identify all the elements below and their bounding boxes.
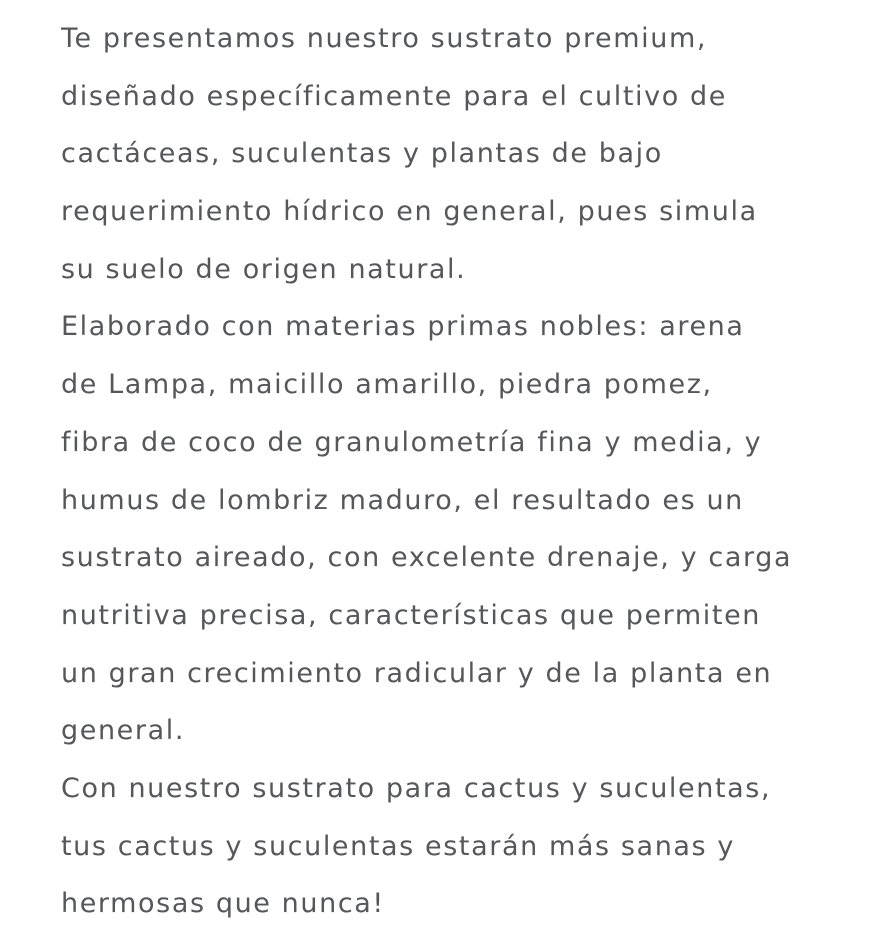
text-line: sustrato aireado, con excelente drenaje, y carga: [61, 542, 793, 574]
text-line: fibra de coco de granulometría fina y media, y: [61, 426, 763, 458]
text-line: humus de lombriz maduro, el resultado es un: [61, 484, 744, 516]
text-line: Con nuestro sustrato para cactus y suculentas,: [61, 772, 772, 804]
text-line: un gran crecimiento radicular y de la planta en: [61, 657, 773, 689]
text-line: Elaborado con materias primas nobles: arena: [61, 311, 745, 343]
text-line: cactáceas, suculentas y plantas de bajo: [61, 138, 663, 170]
text-line: tus cactus y suculentas estarán más sanas y: [61, 830, 735, 862]
text-line: requerimiento hídrico en general, pues simula: [61, 196, 758, 228]
paragraph: [61, 760, 852, 933]
text-line: diseñado específicamente para el cultivo de: [61, 80, 727, 112]
paragraph: [61, 10, 852, 298]
text-line: su suelo de origen natural.: [61, 253, 467, 285]
text-line: hermosas que nunca!: [61, 888, 385, 920]
text-line: Te presentamos nuestro sustrato premium,: [61, 23, 708, 54]
text-line: general.: [61, 715, 186, 747]
paragraph: [61, 298, 852, 760]
text-line: nutritiva precisa, características que permiten: [61, 599, 761, 631]
text-line: de Lampa, maicillo amarillo, piedra pomez,: [61, 369, 713, 401]
